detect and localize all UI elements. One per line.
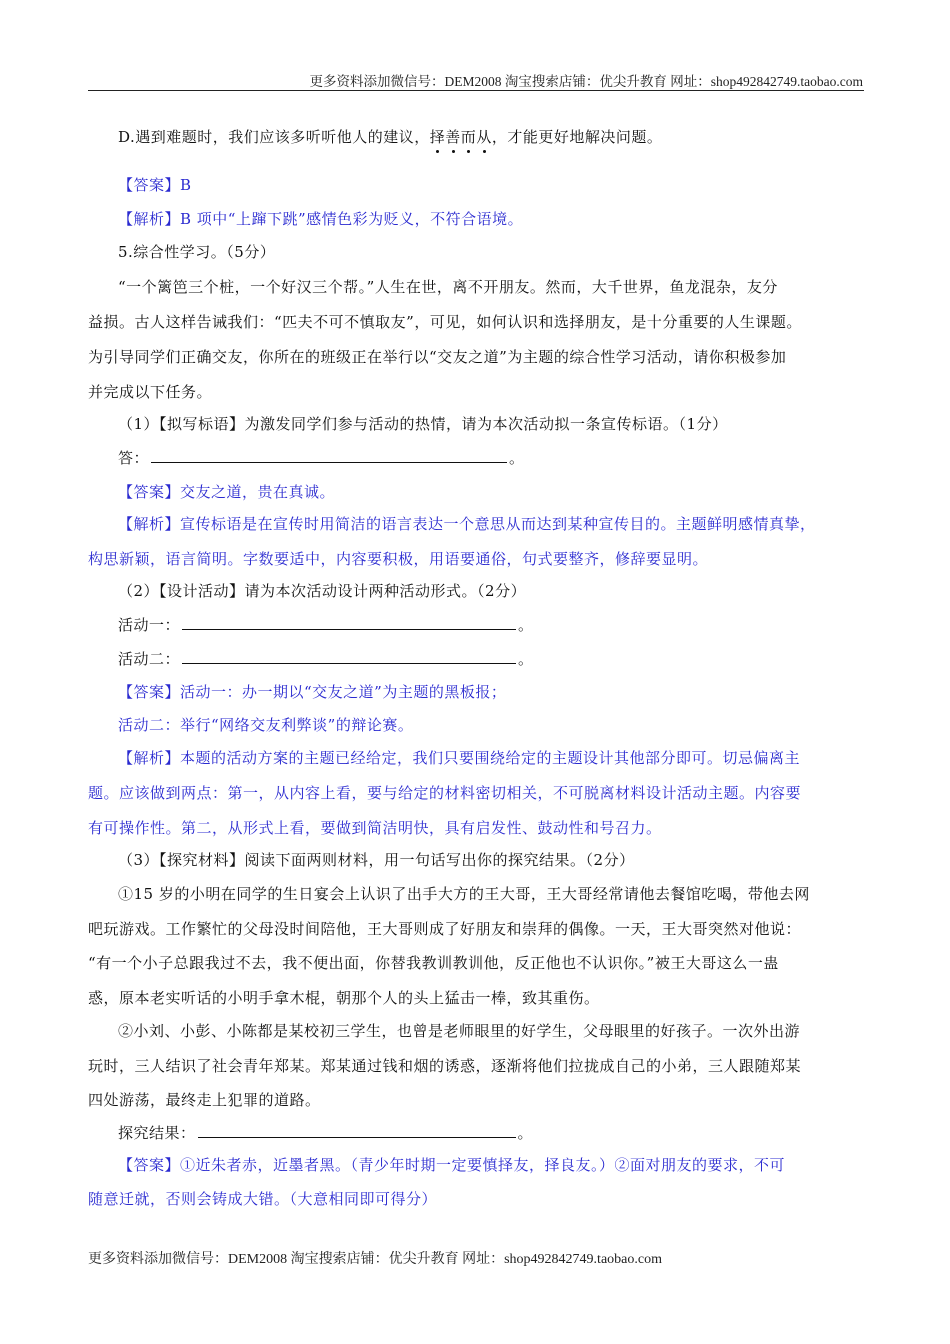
material1-line: ①15 岁的小明在同学的生日宴会上认识了出手大方的王大哥，王大哥经常请他去餐馆吃喝，带他去网: [118, 885, 810, 903]
task2-analysis: 【解析】本题的活动方案的主题已经给定，我们只要围绕给定的主题设计其他部分即可。切忌偏离主: [118, 749, 801, 767]
answer-blank[interactable]: [151, 448, 507, 463]
material1-line: “有一个小子总跟我过不去，我不便出面，你替我教训教训他，反正他也不认识你。”被王大哥这么一蛊: [88, 954, 779, 972]
task2-analysis-cont: 题。应该做到两点：第一，从内容上看，要与给定的材料密切相关，不可脱离材料设计活动主题。内容要: [88, 784, 802, 802]
dotted-char: 从: [476, 128, 492, 146]
intro-line: “一个篱笆三个桩，一个好汉三个帮。”人生在世，离不开朋友。然而，大千世界，鱼龙混杂，友分: [118, 278, 778, 296]
result-line: 探究结果： 。: [118, 1124, 534, 1142]
q5-title: 5.综合性学习。（5分）: [118, 243, 276, 261]
activity2-blank[interactable]: [182, 649, 516, 664]
activity1-line: 活动一： 。: [118, 616, 534, 634]
intro-line: 并完成以下任务。: [88, 383, 213, 401]
task2-answer-cont: 活动二：举行“网络交友利弊谈”的辩论赛。: [118, 716, 414, 734]
material2-line: ②小刘、小彭、小陈都是某校初三学生，也曾是老师眼里的好学生，父母眼里的好孩子。一次外出游: [118, 1022, 801, 1040]
task3-prompt: （3）【探究材料】阅读下面两则材料，用一句话写出你的探究结果。（2分）: [118, 851, 635, 869]
task2-answer: 【答案】活动一：办一期以“交友之道”为主题的黑板报；: [118, 683, 507, 701]
task1-analysis-cont: 构思新颖，语言简明。字数要适中，内容要积极，用语要通俗，句式要整齐，修辞要显明。: [88, 550, 709, 568]
result-blank[interactable]: [198, 1123, 516, 1138]
task1-prompt: （1）【拟写标语】为激发同学们参与活动的热情，请为本次活动拟一条宣传标语。（1分）: [118, 415, 728, 433]
task2-prompt: （2）【设计活动】请为本次活动设计两种活动形式。（2分）: [118, 582, 527, 600]
material2-line: 玩时，三人结识了社会青年郑某。郑某通过钱和烟的诱惑，逐渐将他们拉拢成自己的小弟，三人跟随郑某: [88, 1057, 802, 1075]
task1-analysis: 【解析】宣传标语是在宣传时用简洁的语言表达一个意思从而达到某种宣传目的。主题鲜明感情真挚，: [118, 515, 816, 533]
page-header: 更多资料添加微信号：DEM2008 淘宝搜索店铺：优尖升教育 网址：shop492842749.taobao.com: [309, 74, 863, 89]
header-divider: [88, 90, 864, 91]
q4-analysis: 【解析】B 项中“上蹿下跳”感情色彩为贬义，不符合语境。: [118, 210, 524, 228]
task3-answer: 【答案】①近朱者赤，近墨者黑。（青少年时期一定要慎择友，择良友。）②面对朋友的要求，不可: [118, 1156, 786, 1174]
material1-line: 吧玩游戏。工作繁忙的父母没时间陪他，王大哥则成了好朋友和崇拜的偶像。一天，王大哥突然对他说：: [88, 920, 802, 938]
intro-line: 为引导同学们正确交友，你所在的班级正在举行以“交友之道”为主题的综合性学习活动，请你积极参加: [88, 348, 787, 366]
intro-line: 益损。古人这样告诫我们：“匹夫不可不慎取友”，可见，如何认识和选择朋友，是十分重要的人生课题。: [88, 313, 802, 331]
activity2-line: 活动二： 。: [118, 650, 534, 668]
q4-answer: 【答案】B: [118, 176, 192, 194]
task1-answer: 【答案】交友之道，贵在真诚。: [118, 483, 336, 501]
activity1-blank[interactable]: [182, 615, 516, 630]
dotted-char: 择: [429, 128, 446, 146]
material2-line: 四处游荡，最终走上犯罪的道路。: [88, 1091, 321, 1109]
option-d: D.遇到难题时，我们应该多听听他人的建议，择善而从，才能更好地解决问题。: [118, 128, 663, 146]
dotted-char: 善: [445, 128, 461, 146]
page-footer: 更多资料添加微信号：DEM2008 淘宝搜索店铺：优尖升教育 网址：shop492842749.taobao.com: [88, 1252, 662, 1267]
task1-answer-line: 答： 。: [118, 449, 525, 467]
task2-analysis-cont: 有可操作性。第二，从形式上看，要做到简洁明快，具有启发性、鼓动性和号召力。: [88, 819, 662, 837]
material1-line: 惑，原本老实听话的小明手拿木棍，朝那个人的头上猛击一棒，致其重伤。: [88, 989, 600, 1007]
dotted-char: 而: [460, 128, 477, 146]
task3-answer-cont: 随意迁就，否则会铸成大错。（大意相同即可得分）: [88, 1190, 438, 1208]
